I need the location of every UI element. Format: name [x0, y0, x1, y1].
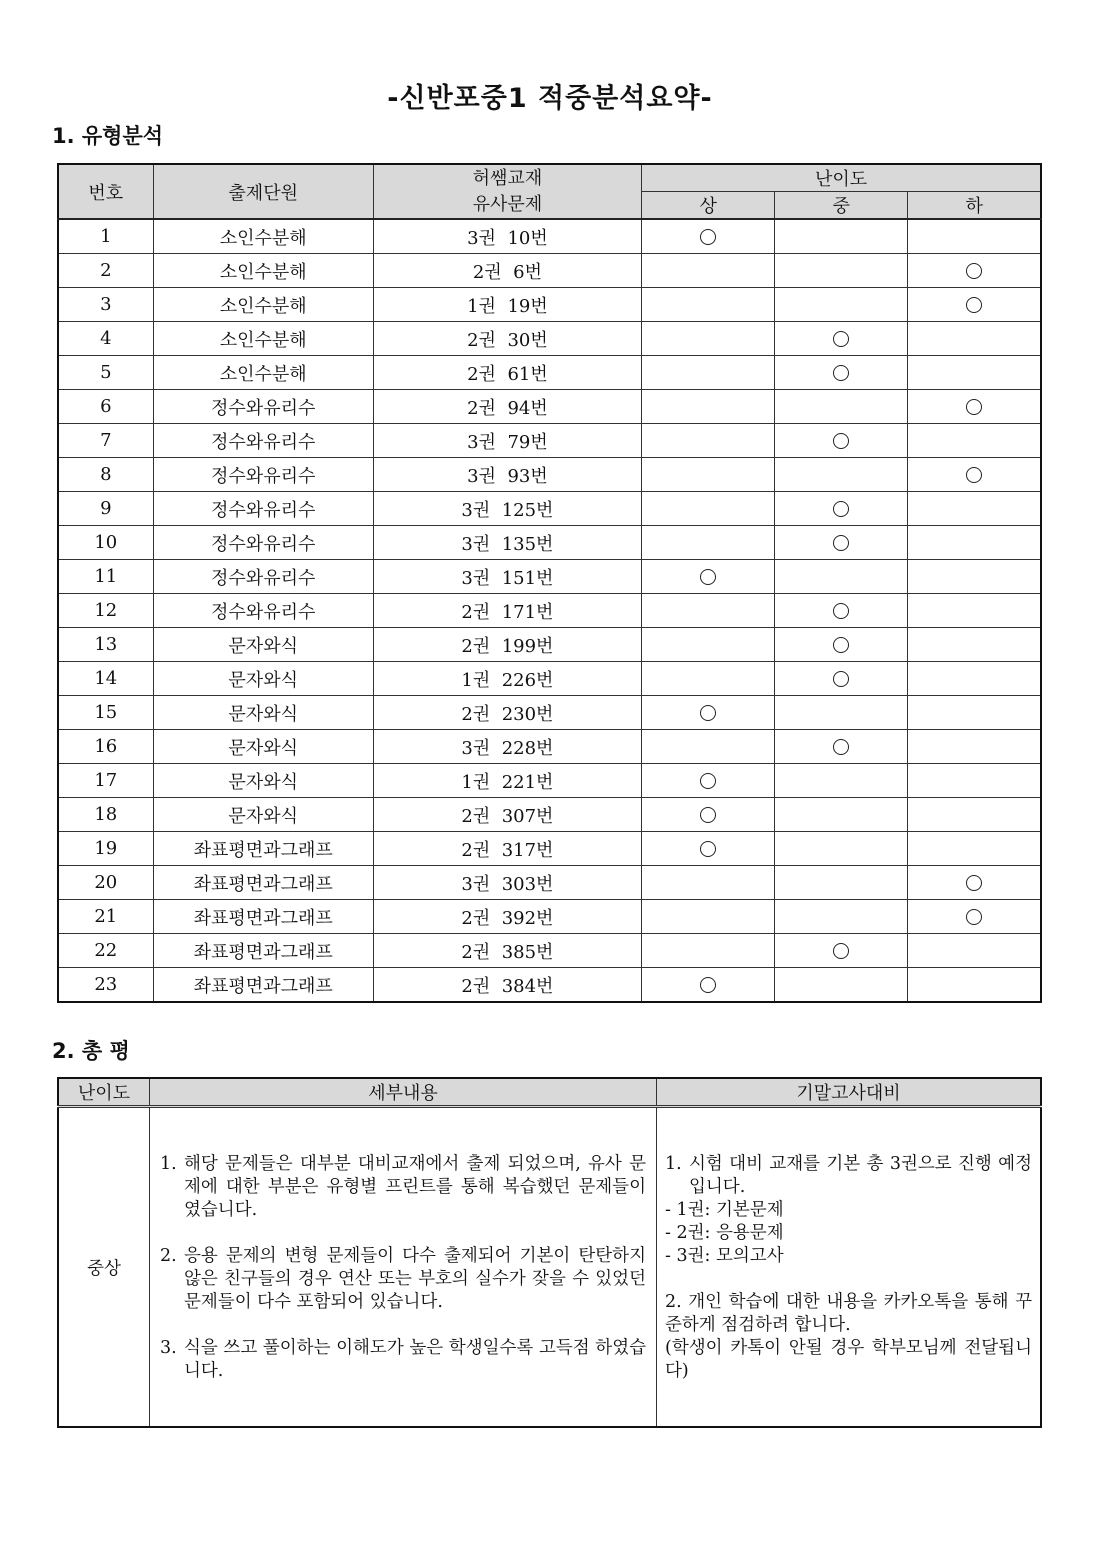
row-level-low [908, 219, 1041, 254]
row-book: 1권 19번 [373, 288, 641, 322]
circle-mark-icon [966, 875, 982, 891]
prep-list-1: - 1권: 기본문제 [665, 1200, 784, 1220]
row-level-low [908, 424, 1041, 458]
row-number: 6 [58, 390, 153, 424]
row-unit: 문자와식 [153, 662, 373, 696]
row-level-high [642, 356, 775, 390]
circle-mark-icon [833, 943, 849, 959]
row-level-mid [775, 356, 908, 390]
header-book-line2: 유사문제 [472, 193, 543, 215]
row-level-mid [775, 594, 908, 628]
row-book: 3권 135번 [373, 526, 641, 560]
circle-mark-icon [700, 841, 716, 857]
row-unit: 소인수분해 [153, 219, 373, 254]
circle-mark-icon [833, 365, 849, 381]
row-level-mid [775, 900, 908, 934]
row-level-low [908, 628, 1041, 662]
header-mid: 중 [775, 192, 908, 220]
row-unit: 좌표평면과그래프 [153, 832, 373, 866]
row-unit: 좌표평면과그래프 [153, 866, 373, 900]
row-number: 11 [58, 560, 153, 594]
circle-mark-icon [700, 705, 716, 721]
row-unit: 정수와유리수 [153, 526, 373, 560]
circle-mark-icon [833, 535, 849, 551]
table-row [58, 832, 1041, 866]
section-title-review: 2. 총 평 [52, 1039, 130, 1063]
row-level-low [908, 526, 1041, 560]
row-level-high [642, 560, 775, 594]
prep-text-2: 2. 개인 학습에 대한 내용을 카카오톡을 통해 꾸준하게 점검하려 합니다. [665, 1292, 1032, 1335]
row-number: 16 [58, 730, 153, 764]
detail-item-2 [160, 1245, 646, 1314]
table-row [58, 662, 1041, 696]
row-unit: 문자와식 [153, 696, 373, 730]
row-number: 22 [58, 934, 153, 968]
table-row [58, 390, 1041, 424]
row-number: 9 [58, 492, 153, 526]
circle-mark-icon [700, 977, 716, 993]
circle-mark-icon [700, 229, 716, 245]
header-no: 번호 [58, 164, 153, 219]
circle-mark-icon [966, 909, 982, 925]
prep-text-3: (학생이 카톡이 안될 경우 학부모님께 전달됩니다) [665, 1338, 1032, 1381]
row-number: 17 [58, 764, 153, 798]
row-level-high [642, 662, 775, 696]
row-book: 2권 6번 [373, 254, 641, 288]
row-unit: 정수와유리수 [153, 594, 373, 628]
row-book: 3권 228번 [373, 730, 641, 764]
row-level-low [908, 288, 1041, 322]
circle-mark-icon [966, 263, 982, 279]
detail-number: 1. [160, 1154, 177, 1174]
row-level-mid [775, 832, 908, 866]
table-row [58, 356, 1041, 390]
detail-number: 2. [160, 1246, 177, 1266]
row-book: 1권 221번 [373, 764, 641, 798]
row-book: 2권 317번 [373, 832, 641, 866]
row-number: 19 [58, 832, 153, 866]
row-book: 2권 230번 [373, 696, 641, 730]
row-level-mid [775, 968, 908, 1003]
row-book: 2권 384번 [373, 968, 641, 1003]
row-book: 3권 93번 [373, 458, 641, 492]
row-book: 2권 94번 [373, 390, 641, 424]
row-unit: 소인수분해 [153, 254, 373, 288]
row-level-mid [775, 934, 908, 968]
row-level-low [908, 696, 1041, 730]
row-level-mid [775, 288, 908, 322]
row-level-low [908, 866, 1041, 900]
row-level-mid [775, 662, 908, 696]
header-high: 상 [642, 192, 775, 220]
row-level-mid [775, 390, 908, 424]
row-book: 1권 226번 [373, 662, 641, 696]
header-book-line1: 허쌤교재 [472, 167, 543, 189]
row-book: 3권 10번 [373, 219, 641, 254]
row-level-high [642, 730, 775, 764]
row-level-high [642, 628, 775, 662]
circle-mark-icon [966, 399, 982, 415]
table-row [58, 866, 1041, 900]
row-number: 1 [58, 219, 153, 254]
review-header-prep: 기말고사대비 [657, 1078, 1042, 1107]
table-row [58, 900, 1041, 934]
row-level-mid [775, 492, 908, 526]
row-level-mid [775, 526, 908, 560]
row-book: 2권 307번 [373, 798, 641, 832]
row-unit: 정수와유리수 [153, 492, 373, 526]
row-number: 15 [58, 696, 153, 730]
table-row [58, 424, 1041, 458]
row-book: 2권 385번 [373, 934, 641, 968]
circle-mark-icon [700, 807, 716, 823]
row-level-high [642, 390, 775, 424]
table-row [58, 594, 1041, 628]
row-level-high [642, 594, 775, 628]
table-row [58, 322, 1041, 356]
row-level-high [642, 764, 775, 798]
row-level-low [908, 492, 1041, 526]
prep-block-1 [665, 1153, 1032, 1268]
analysis-table [57, 163, 1042, 1003]
review-header-level: 난이도 [58, 1078, 150, 1107]
row-level-low [908, 356, 1041, 390]
review-prep [657, 1107, 1042, 1428]
row-level-mid [775, 254, 908, 288]
analysis-table-body [58, 219, 1041, 1002]
row-book: 2권 171번 [373, 594, 641, 628]
row-level-high [642, 696, 775, 730]
row-book: 3권 151번 [373, 560, 641, 594]
circle-mark-icon [833, 331, 849, 347]
row-level-mid [775, 458, 908, 492]
circle-mark-icon [833, 433, 849, 449]
table-row [58, 492, 1041, 526]
row-book: 2권 199번 [373, 628, 641, 662]
review-level: 중상 [58, 1107, 150, 1428]
header-difficulty: 난이도 [642, 164, 1041, 192]
prep-block-2 [665, 1291, 1032, 1383]
header-book [373, 164, 641, 219]
detail-text: 식을 쓰고 풀이하는 이해도가 높은 학생일수록 고득점 하였습니다. [184, 1338, 646, 1381]
row-book: 2권 61번 [373, 356, 641, 390]
row-unit: 정수와유리수 [153, 424, 373, 458]
row-book: 3권 125번 [373, 492, 641, 526]
row-number: 2 [58, 254, 153, 288]
table-row [58, 219, 1041, 254]
row-level-mid [775, 866, 908, 900]
table-row [58, 730, 1041, 764]
row-number: 8 [58, 458, 153, 492]
row-book: 3권 79번 [373, 424, 641, 458]
row-level-high [642, 832, 775, 866]
prep-list-2: - 2권: 응용문제 [665, 1223, 784, 1243]
table-row [58, 288, 1041, 322]
circle-mark-icon [833, 501, 849, 517]
row-level-mid [775, 219, 908, 254]
row-number: 4 [58, 322, 153, 356]
row-number: 13 [58, 628, 153, 662]
row-unit: 좌표평면과그래프 [153, 934, 373, 968]
row-level-mid [775, 764, 908, 798]
row-number: 18 [58, 798, 153, 832]
row-number: 12 [58, 594, 153, 628]
row-level-low [908, 764, 1041, 798]
table-row [58, 526, 1041, 560]
circle-mark-icon [700, 773, 716, 789]
row-unit: 정수와유리수 [153, 560, 373, 594]
row-level-high [642, 798, 775, 832]
row-level-low [908, 254, 1041, 288]
row-level-mid [775, 798, 908, 832]
row-number: 7 [58, 424, 153, 458]
row-level-low [908, 560, 1041, 594]
row-number: 21 [58, 900, 153, 934]
row-unit: 좌표평면과그래프 [153, 968, 373, 1003]
row-level-high [642, 254, 775, 288]
row-unit: 좌표평면과그래프 [153, 900, 373, 934]
row-level-high [642, 458, 775, 492]
row-unit: 정수와유리수 [153, 458, 373, 492]
header-unit: 출제단원 [153, 164, 373, 219]
row-unit: 문자와식 [153, 798, 373, 832]
review-table [57, 1077, 1042, 1428]
review-details [150, 1107, 657, 1428]
row-unit: 소인수분해 [153, 356, 373, 390]
row-unit: 문자와식 [153, 730, 373, 764]
detail-item-1 [160, 1153, 646, 1222]
table-row [58, 696, 1041, 730]
circle-mark-icon [700, 569, 716, 585]
row-unit: 문자와식 [153, 628, 373, 662]
row-unit: 정수와유리수 [153, 390, 373, 424]
prep-text: 시험 대비 교재를 기본 총 3권으로 진행 예정입니다. [689, 1154, 1032, 1197]
row-level-low [908, 458, 1041, 492]
table-row [58, 798, 1041, 832]
row-level-low [908, 390, 1041, 424]
row-level-high [642, 288, 775, 322]
table-row [58, 628, 1041, 662]
circle-mark-icon [966, 297, 982, 313]
row-level-high [642, 866, 775, 900]
detail-number: 3. [160, 1338, 177, 1358]
row-number: 10 [58, 526, 153, 560]
page-title: -신반포중1 적중분석요약- [387, 83, 713, 114]
row-number: 14 [58, 662, 153, 696]
circle-mark-icon [833, 739, 849, 755]
detail-item-3 [160, 1337, 646, 1383]
row-level-high [642, 424, 775, 458]
row-level-high [642, 934, 775, 968]
table-row [58, 764, 1041, 798]
row-book: 3권 303번 [373, 866, 641, 900]
row-level-mid [775, 322, 908, 356]
row-level-high [642, 322, 775, 356]
row-level-low [908, 934, 1041, 968]
row-level-mid [775, 424, 908, 458]
table-row [58, 968, 1041, 1003]
row-book: 2권 392번 [373, 900, 641, 934]
row-unit: 문자와식 [153, 764, 373, 798]
row-level-low [908, 798, 1041, 832]
row-level-high [642, 492, 775, 526]
table-row [58, 934, 1041, 968]
row-level-low [908, 832, 1041, 866]
row-level-high [642, 526, 775, 560]
circle-mark-icon [966, 467, 982, 483]
header-low: 하 [908, 192, 1041, 220]
row-level-high [642, 219, 775, 254]
prep-number: 1. [665, 1154, 682, 1174]
circle-mark-icon [833, 637, 849, 653]
review-header-detail: 세부내용 [150, 1078, 657, 1107]
row-number: 5 [58, 356, 153, 390]
circle-mark-icon [833, 603, 849, 619]
row-level-mid [775, 628, 908, 662]
circle-mark-icon [833, 671, 849, 687]
detail-text: 응용 문제의 변형 문제들이 다수 출제되어 기본이 탄탄하지 않은 친구들의 경우 연산 또는 부호의 실수가 잦을 수 있었던 문제들이 다수 포함되어 있습니다. [184, 1246, 646, 1312]
row-level-low [908, 968, 1041, 1003]
row-level-high [642, 968, 775, 1003]
section-title-analysis: 1. 유형분석 [52, 124, 164, 148]
prep-list-3: - 3권: 모의고사 [665, 1246, 784, 1266]
detail-text: 해당 문제들은 대부분 대비교재에서 출제 되었으며, 유사 문제에 대한 부분은 유형별 프린트를 통해 복습했던 문제들이 였습니다. [184, 1154, 646, 1220]
row-unit: 소인수분해 [153, 322, 373, 356]
row-number: 20 [58, 866, 153, 900]
row-level-low [908, 730, 1041, 764]
row-number: 23 [58, 968, 153, 1003]
row-number: 3 [58, 288, 153, 322]
row-level-high [642, 900, 775, 934]
row-level-low [908, 662, 1041, 696]
prep-item-1 [665, 1153, 1032, 1199]
row-level-mid [775, 730, 908, 764]
table-row [58, 560, 1041, 594]
row-level-low [908, 322, 1041, 356]
row-level-mid [775, 696, 908, 730]
row-book: 2권 30번 [373, 322, 641, 356]
row-level-mid [775, 560, 908, 594]
table-row [58, 458, 1041, 492]
row-unit: 소인수분해 [153, 288, 373, 322]
row-level-low [908, 594, 1041, 628]
row-level-low [908, 900, 1041, 934]
table-row [58, 254, 1041, 288]
